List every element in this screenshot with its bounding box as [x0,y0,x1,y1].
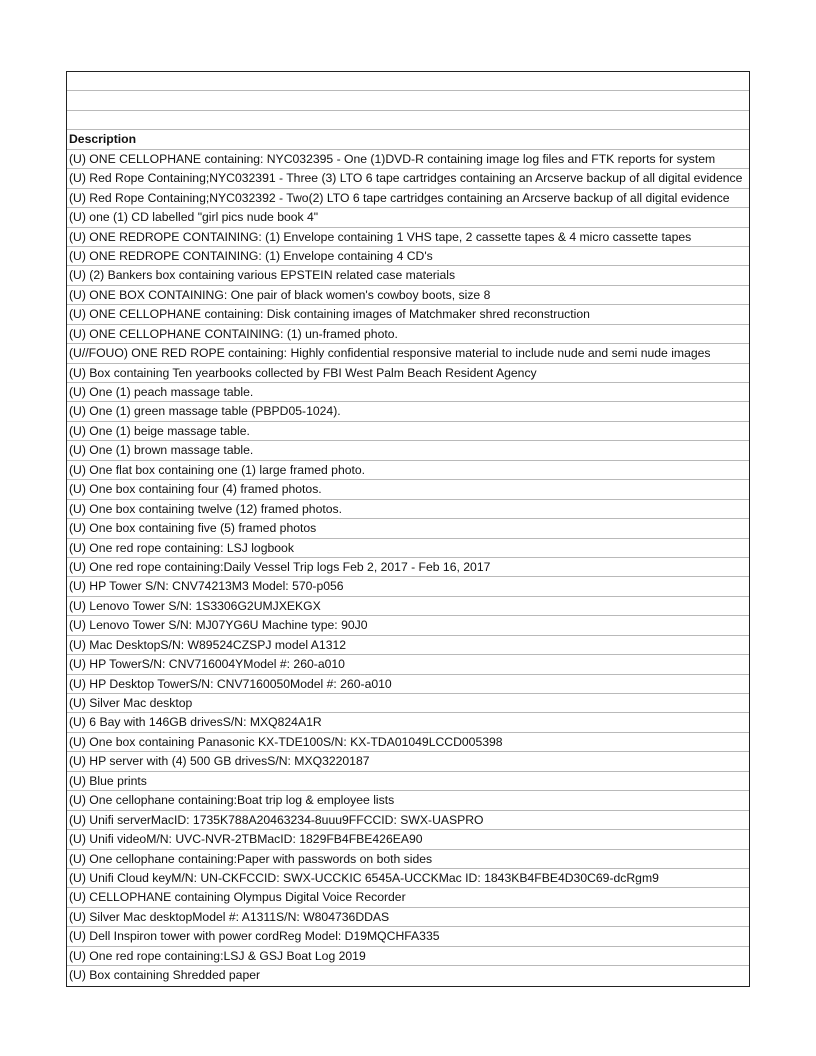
table-row: (U) One box containing four (4) framed photos. [67,480,749,499]
blank-row [67,72,749,91]
table-row: (U) Silver Mac desktop [67,694,749,713]
table-row: (U) One red rope containing:Daily Vessel Trip logs Feb 2, 2017 - Feb 16, 2017 [67,558,749,577]
table-row: (U) Unifi videoM/N: UVC-NVR-2TBMacID: 1829FB4FBE426EA90 [67,830,749,849]
table-row: (U) Unifi serverMacID: 1735K788A20463234-8uuu9FFCCID: SWX-UASPRO [67,811,749,830]
table-row: (U) One flat box containing one (1) large framed photo. [67,461,749,480]
table-row: (U) CELLOPHANE containing Olympus Digital Voice Recorder [67,888,749,907]
table-row: (U) Silver Mac desktopModel #: A1311S/N: W804736DDAS [67,908,749,927]
table-row: (U) ONE BOX CONTAINING: One pair of black women's cowboy boots, size 8 [67,286,749,305]
table-row: (U) ONE REDROPE CONTAINING: (1) Envelope containing 4 CD's [67,247,749,266]
table-row: (U) one (1) CD labelled "girl pics nude book 4" [67,208,749,227]
table-row: (U) Box containing Ten yearbooks collected by FBI West Palm Beach Resident Agency [67,364,749,383]
table-row: (U) One box containing Panasonic KX-TDE100S/N: KX-TDA01049LCCD005398 [67,733,749,752]
table-row: (U) HP Tower S/N: CNV74213M3 Model: 570-p056 [67,577,749,596]
table-row: (U) One red rope containing:LSJ & GSJ Boat Log 2019 [67,947,749,966]
table-row: (U) One (1) beige massage table. [67,422,749,441]
table-row: (U) HP server with (4) 500 GB drivesS/N: MXQ3220187 [67,752,749,771]
table-row: (U) ONE CELLOPHANE CONTAINING: (1) un-framed photo. [67,325,749,344]
table-row: (U) HP Desktop TowerS/N: CNV7160050Model #: 260-a010 [67,675,749,694]
table-row: (U) Lenovo Tower S/N: MJ07YG6U Machine type: 90J0 [67,616,749,635]
blank-row [67,91,749,110]
table-row: (U) One (1) brown massage table. [67,441,749,460]
table-row: (U) Red Rope Containing;NYC032391 - Three (3) LTO 6 tape cartridges containing an Arcserve backup of all digital evidence [67,169,749,188]
table-row: (U) Lenovo Tower S/N: 1S3306G2UMJXEKGX [67,597,749,616]
table-row: (U) One cellophane containing:Boat trip log & employee lists [67,791,749,810]
blank-row [67,111,749,130]
table-body [67,150,749,986]
table-row: (U) HP TowerS/N: CNV716004YModel #: 260-a010 [67,655,749,674]
table-row: (U) 6 Bay with 146GB drivesS/N: MXQ824A1R [67,713,749,732]
table-row: (U) One cellophane containing:Paper with passwords on both sides [67,850,749,869]
table-row: (U) One box containing twelve (12) framed photos. [67,500,749,519]
table-row: (U) One (1) green massage table (PBPD05-1024). [67,402,749,421]
table-row: (U) ONE CELLOPHANE containing: NYC032395 - One (1)DVD-R containing image log files and FTK reports for system [67,150,749,169]
table-row: (U) Red Rope Containing;NYC032392 - Two(2) LTO 6 tape cartridges containing an Arcserve backup of all digital evidence [67,189,749,208]
table-row: (U) One (1) peach massage table. [67,383,749,402]
table-row: (U) One red rope containing: LSJ logbook [67,539,749,558]
table-row: (U) ONE REDROPE CONTAINING: (1) Envelope containing 1 VHS tape, 2 cassette tapes & 4 micro cassette tapes [67,228,749,247]
table-row: (U) Box containing Shredded paper [69,968,261,983]
table-row: (U) (2) Bankers box containing various EPSTEIN related case materials [67,266,749,285]
table-row: (U) One box containing five (5) framed photos [67,519,749,538]
table-row: (U) Dell Inspiron tower with power cordReg Model: D19MQCHFA335 [67,927,749,946]
table-row: (U) Blue prints [67,772,749,791]
evidence-table [66,71,750,987]
table-row: (U//FOUO) ONE RED ROPE containing: Highly confidential responsive material to include nude and semi nude images [67,344,749,363]
table-row: (U) Mac DesktopS/N: W89524CZSPJ model A1312 [67,636,749,655]
table-row: (U) Unifi Cloud keyM/N: UN-CKFCCID: SWX-UCCKIC 6545A-UCCKMac ID: 1843KB4FBE4D30C69-dcRgm9 [67,869,749,888]
table-row: (U) ONE CELLOPHANE containing: Disk containing images of Matchmaker shred reconstruction [67,305,749,324]
column-header-description: Description [67,130,749,149]
